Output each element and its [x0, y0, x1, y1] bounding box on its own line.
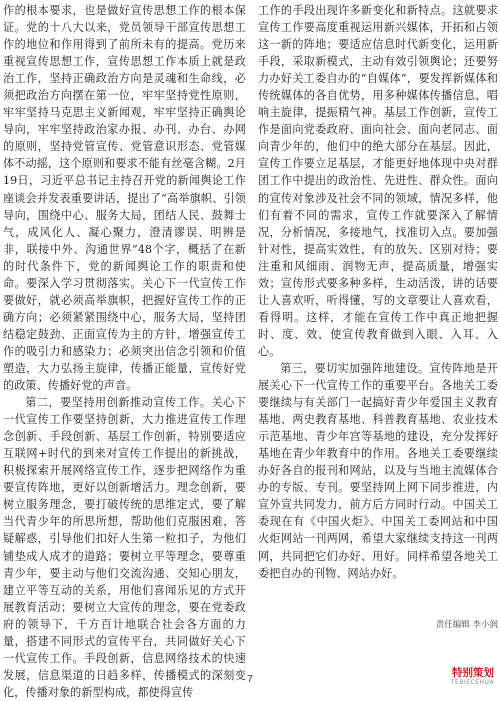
section-brand [451, 667, 494, 687]
editor-credit: 责任编辑 李小润 [435, 620, 498, 630]
article-paragraph: 第二，要坚持用创新推动宣传工作。关心下一代宣传工作要坚持创新，大力推进宣传工作理念创新、手段创新、基层工作创新，特别要适应互联网+时代的到来对宣传工作提出的新挑战，积极探索开展网络宣传工作，逐步把网络作为重要宣传阵地，更好以创新增活力。理念创新，要树立服务理念，要打破传统的思维定式，要了解当代青少年的所思所想，帮助他们克服困难，答疑解惑，引导他们扣好人生第一粒扣子，为他们铺垫成人成才的道路；要树立平等理念，要尊重青少年，要主动与他们交流沟通、交知心朋友，建立平等互动的关系，用他们喜闻乐见的方式开展教育活动；要树立大宣传的理念，要在党委政府的领导下，千方百计地联合社会各方面的力量，搭建不同形式的宣传平台，共同做好关心下一代宣传工作。手段创新，信息网络技术的快速发展，信息渠道的日趋多样，传播模式的深刻变化，传播对象的新型构成，都使得宣传 [3, 396, 246, 699]
section-subtitle: TEBIECEHUA [450, 679, 494, 686]
article-paragraph: 作的根本要求，也是做好宣传思想工作的根本保证。党的十八大以来，党员领导干部宣传思想工作的地位和作用得到了前所未有的提高。党历来重视宣传思想工作，宣传思想工作本质上就是政治工作，坚持正确政治方向是灵魂和生命线，必须把政治方向摆在第一位，牢牢坚持党性原则，牢牢坚持马克思主义新闻观，牢牢坚持正确舆论导向，牢牢坚持政治家办报、办刊、办台、办网的原则，坚持党管宣传、党管意识形态、党管媒体不动摇，这个原则和要求不能有丝毫含糊。2月19日，习近平总书记主持召开党的新闻舆论工作座谈会并发表重要讲话，提出了“高举旗帜、引领导向，围绕中心、服务大局，团结人民、鼓舞士气，成风化人、凝心聚力，澄清谬误、明辨是非，联接中外、沟通世界”48个字，概括了在新的时代条件下，党的新闻舆论工作的职责和使命。要深入学习贯彻落实。关心下一代宣传工作要做好，就必须高举旗帜，把握好宣传工作的正确方向；必须紧紧围绕中心，服务大局，坚持团结稳定鼓劲、正面宣传为主的方针，增强宣传工作的吸引力和感染力；必须突出信念引领和价值塑造，大力弘扬主旋律，传播正能量，宣传好党的政策、传播好党的声音。 [3, 4, 246, 393]
article-left-column [3, 2, 246, 701]
article-paragraph: 第三，要切实加强阵地建设。宣传阵地是开展关心下一代宣传工作的重要平台。各地关工委要继续与有关部门一起搞好青少年爱国主义教育基地、两史教育基地、科普教育基地、农业技术示范基地、青少年宫等基地的建设，充分发挥好基地在青少年教育中的作用。各地关工委要继续办好各自的报刊和网站，以及与当地主流媒体合办的专版、专刊。要坚持网上网下同步推进，内宣外宣共同发力，前方后方同时行动。中国关工委现在有《中国火炬》、中国关工委网站和中国火炬网站一刊两网，希望大家继续支持这一刊两网，共同把它们办好、用好。同样希望各地关工委把自办的刊物、网站办好。 [258, 361, 498, 580]
page-number: 7 [247, 674, 253, 685]
article-right-column [258, 2, 498, 582]
article-paragraph: 工作的手段出现许多新变化和新特点。这就要求宣传工作要高度重视运用新兴媒体，开拓和占领这一新的阵地；要适应信息时代新变化，运用新手段，采取新模式，主动有效引领舆论；还要努力办好关工委自办的“自媒体”，要发挥新媒体和传统媒体的各自优势，用多种媒体传播信息，唱响主旋律，提振精气神。基层工作创新，宣传工作是面向党委政府、面向社会、面向老同志、面向青少年的，他们中的绝大部分在基层。因此，宣传工作要立足基层，才能更好地体现中央对群团工作中提出的政治性、先进性、群众性。面向的宣传对象涉及社会不同的领域，情况多样，他们有着不同的需求，宣传工作就要深入了解情况，分析情况，多接地气，找准切入点。要加强针对性，提高实效性，有的放矢、区别对待；要注重和风细雨、润物无声，提高质量，增强实效；宣传形式要多种多样，生动活泼，讲的话要让人喜欢听，听得懂，写的文章要让人喜欢看，看得明。这样，才能在宣传工作中真正地把握时、度、效，使宣传教育做到入眼、入耳、入心。 [258, 4, 498, 358]
section-title: 特别策划 [452, 667, 494, 679]
